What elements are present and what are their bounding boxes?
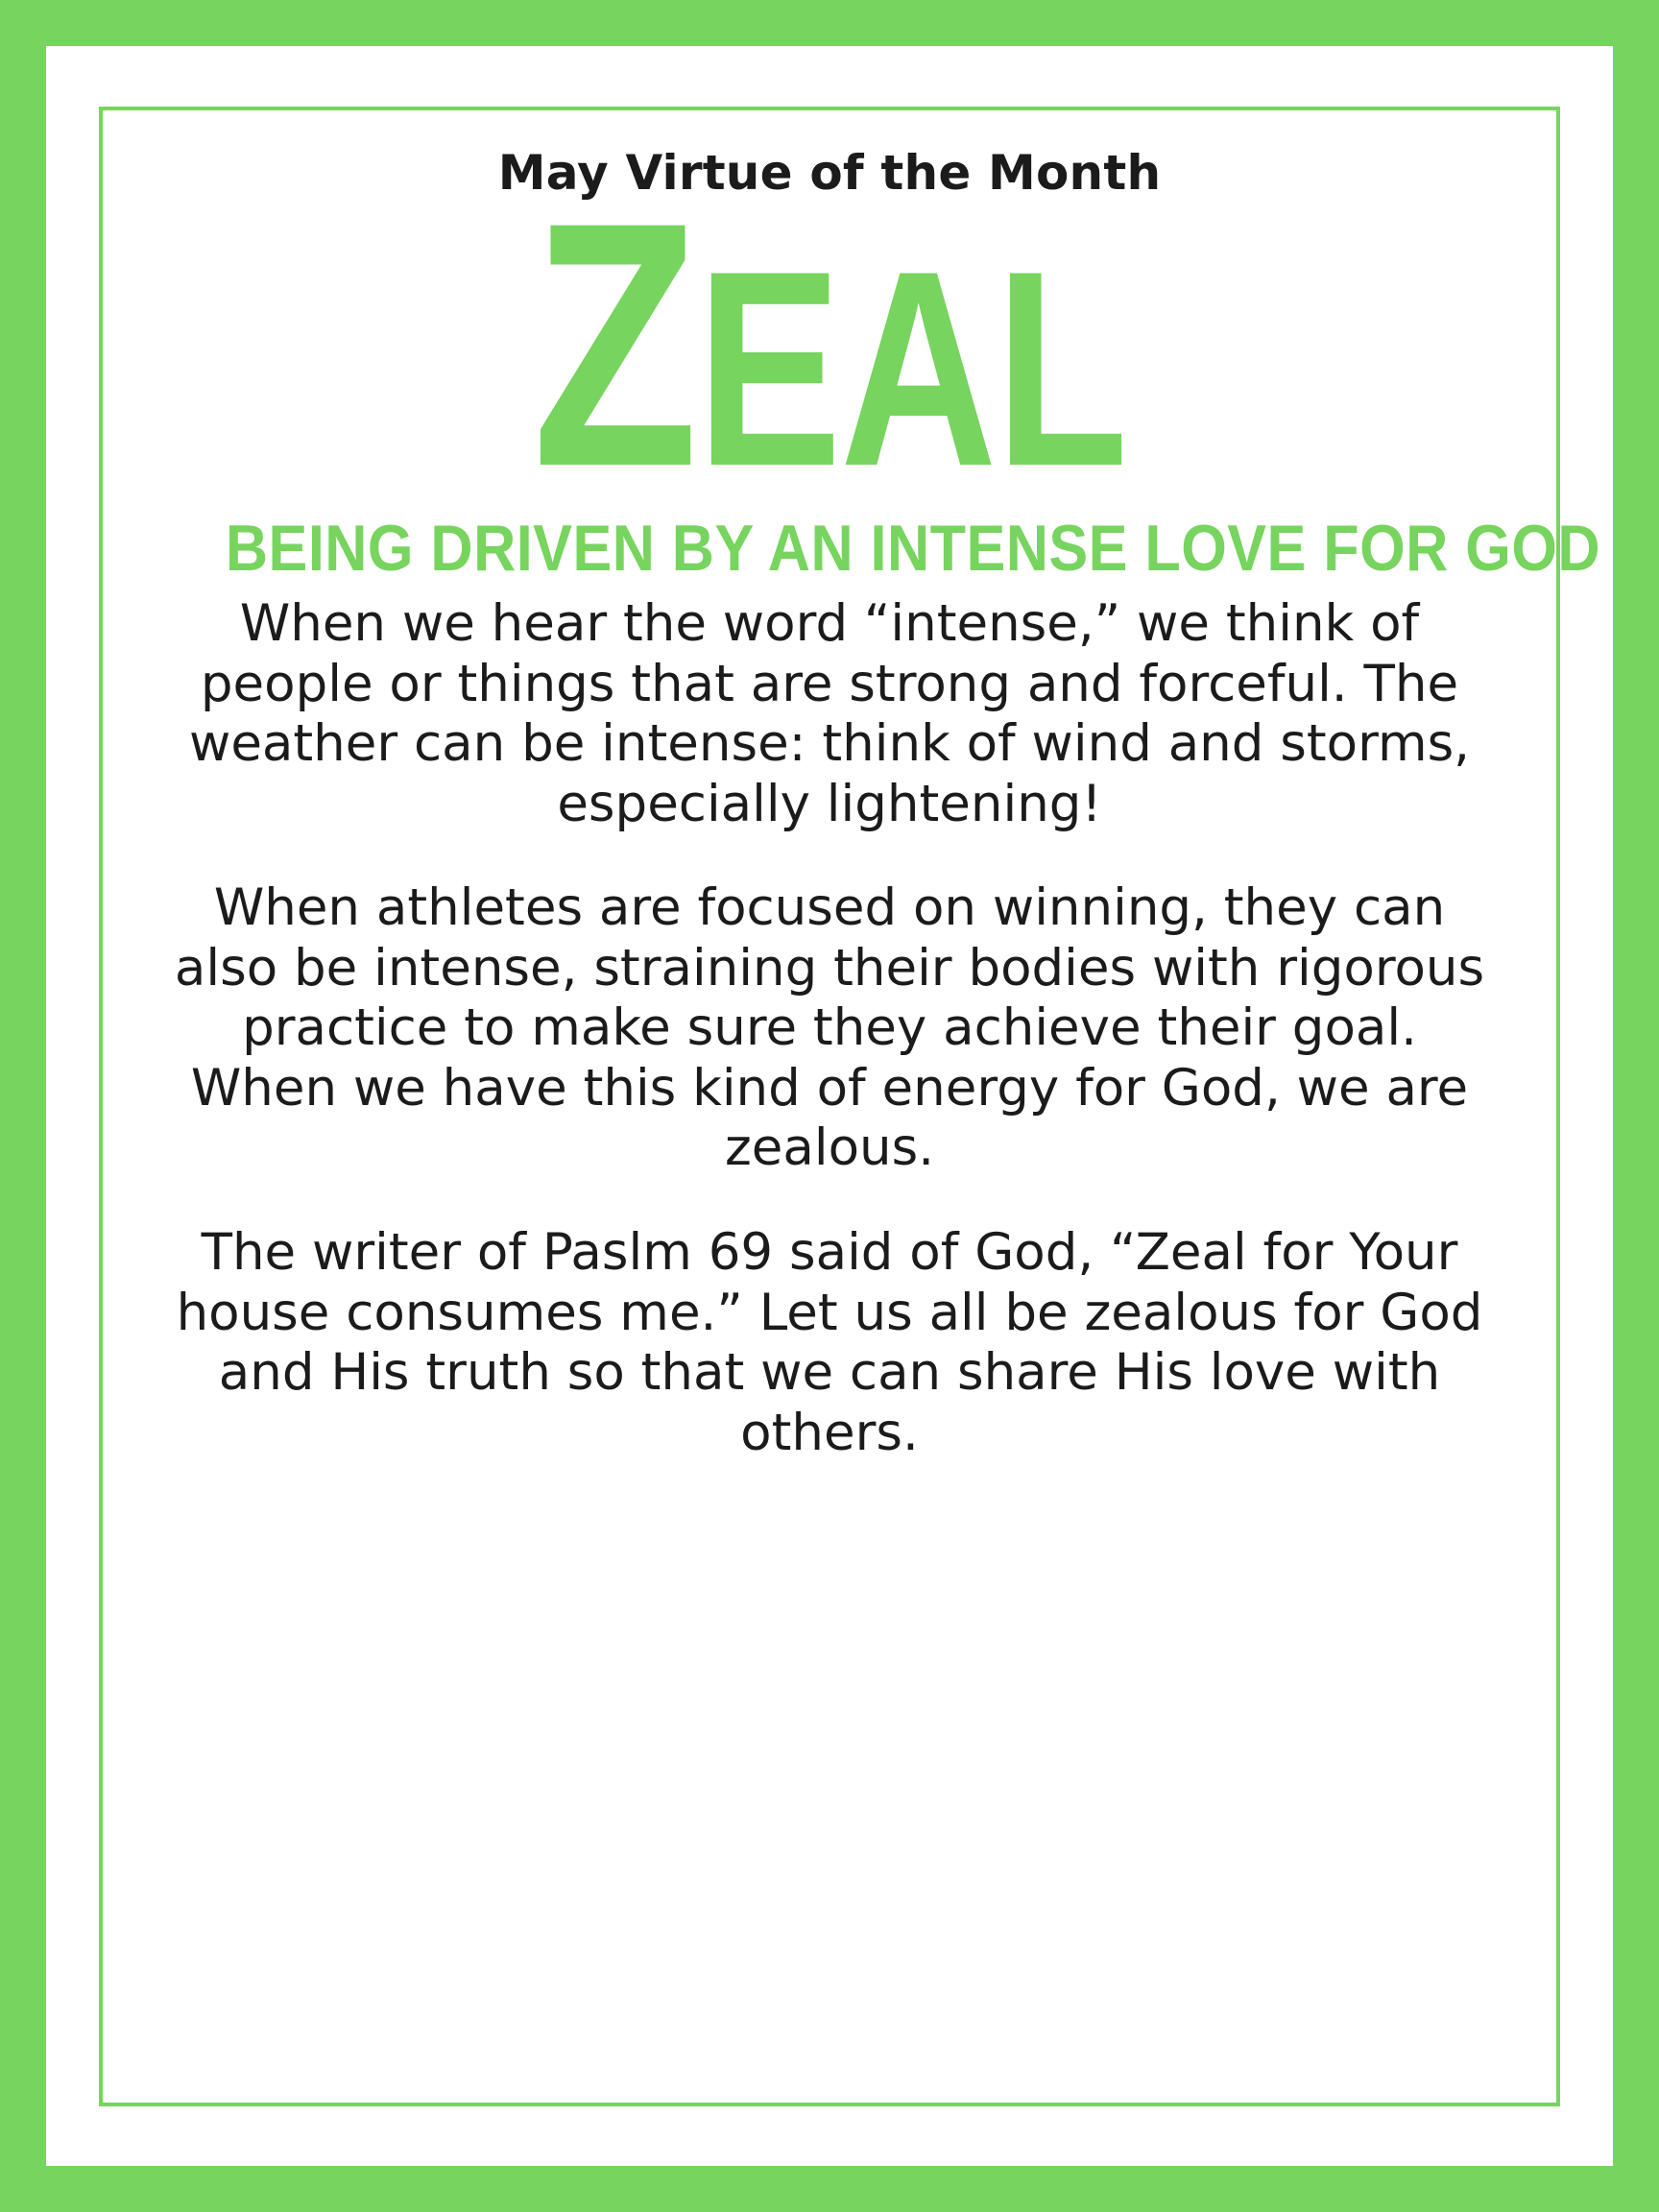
body-copy [158,594,1501,1463]
page-subtitle: BEING DRIVEN BY AN INTENSE LOVE FOR GOD [225,511,1601,585]
paragraph-3: The writer of Paslm 69 said of God, “Zeal for Your house consumes me.” Let us all be zealous for God and His truth so that we can share His love with others. [176,1222,1483,1462]
poster-mat [46,46,1613,2166]
page-title-rest: EAL [696,213,1127,524]
paragraph-2: When athletes are focused on winning, they can also be intense, straining their bodies with rigorous practice to make sure they achieve their goal. When we have this kind of energy for God, we are zealous. [174,878,1485,1178]
poster-inner-border [99,107,1601,2106]
paragraph-1: When we hear the word “intense,” we think of people or things that are strong and forceful. The weather can be intense: think of wind and storms, especially lightening! [188,594,1471,833]
page-title-initial: Z [532,150,697,539]
page-kicker: May Virtue of the Month [497,145,1162,201]
